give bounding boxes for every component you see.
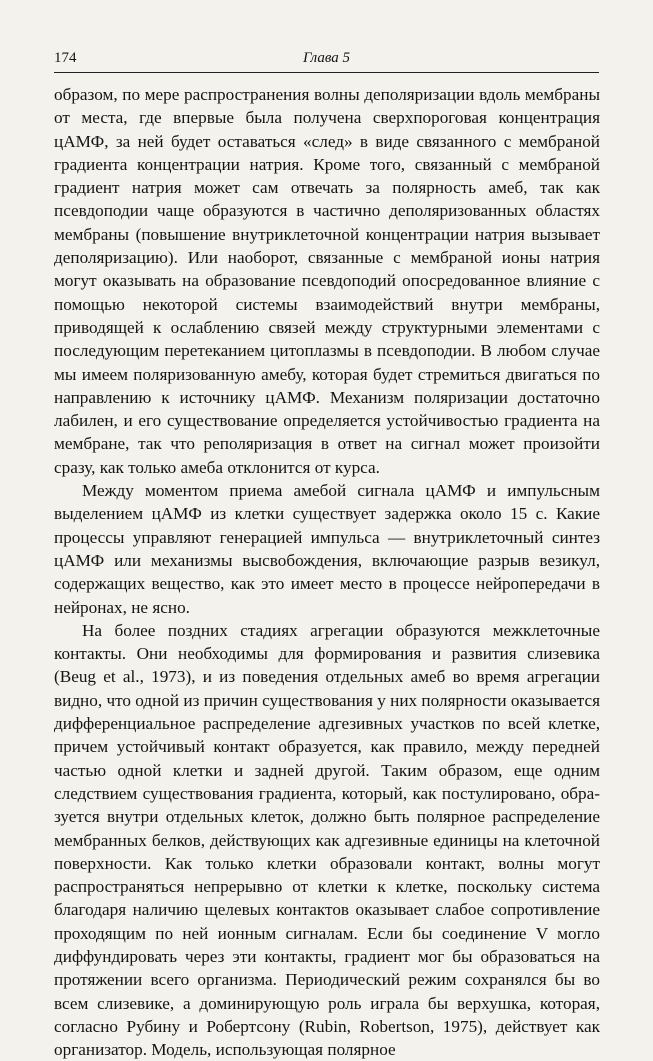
paragraph-3: На более поздних стадиях агрегации образуются межклеточные контакты. Они необходимы для формирования и развития слизевика (Beug et al., 1973), и из поведения отдельных амеб во время агрегации видно, что одной из причин существования у них полярности оказывается дифференциальное распределение адгезивных участков по всей клетке, причем устойчивый контакт образуется, как правило, между передней частью одной клетки и задней другой. Таким образом, еще одним следствием существования градиента, который, как постулировано, образуется внутри отдельных клеток, должно быть полярное распределение мембранных белков, действующих как адгезивные единицы на клеточной поверхности. Как только клетки образовали контакт, волны могут распространяться непрерывно от клетки к клетке, поскольку система благодаря наличию щелевых контактов оказывает слабое сопротивление проходящим по ней ионным сигналам. Если бы соединение V могло диффундировать через эти контакты, градиент мог бы образоваться на протяжении всего организма. Периодический режим сохранялся бы во всем слизевике, а доминирующую роль играла бы верхушка, которая, согласно Рубину и Робертсону (Rubin, Robertson, 1975), действует как организатор. Модель, использующая полярное (54, 620, 600, 1060)
page-header (54, 46, 599, 73)
chapter-title: Глава 5 (302, 50, 351, 66)
page-number: 174 (54, 50, 77, 66)
body-text (54, 83, 600, 1061)
paragraph-1: образом, по мере распространения волны деполяризации вдоль мембраны от места, где впервые была получена сверхпороговая концентрация цАМФ, за ней будет оставаться «след» в виде связанного с мембраной градиента концентрации натрия. Кроме того, связанный с мембраной градиент натрия может сам отвечать за полярность амеб, так как псевдоподии чаще образуются в частично деполяризованных областях мембраны (повышение внутриклеточной концентрации натрия вызывает деполяризацию). Или наоборот, связанные с мембраной ионы натрия могут оказывать на образование псевдоподий опосредованное влияние с помощью некоторой системы взаимодействий внутри мембраны, приводящей к ослаблению связей между структурными элементами с последующим перетеканием цитоплазмы в псевдоподии. В любом случае мы имеем поляризованную амебу, которая будет стремиться двигаться по направлению к источнику цАМФ. Механизм поляризации достаточно лабилен, и его существование определяется устойчивостью градиента на мембране, так что реполяризация в ответ на сигнал может произойти сразу, как только амеба отклонится от курса. (54, 85, 600, 477)
paragraph-2: Между моментом приема амебой сигнала цАМФ и импульсным выделением цАМФ из клетки существует задержка около 15 с. Какие процессы управляют генерацией импульса — внутриклеточный синтез цАМФ или механизмы высвобождения, включающие разрыв везикул, содержащих вещество, как это имеет место в процессе нейропередачи в нейронах, не ясно. (54, 481, 600, 617)
